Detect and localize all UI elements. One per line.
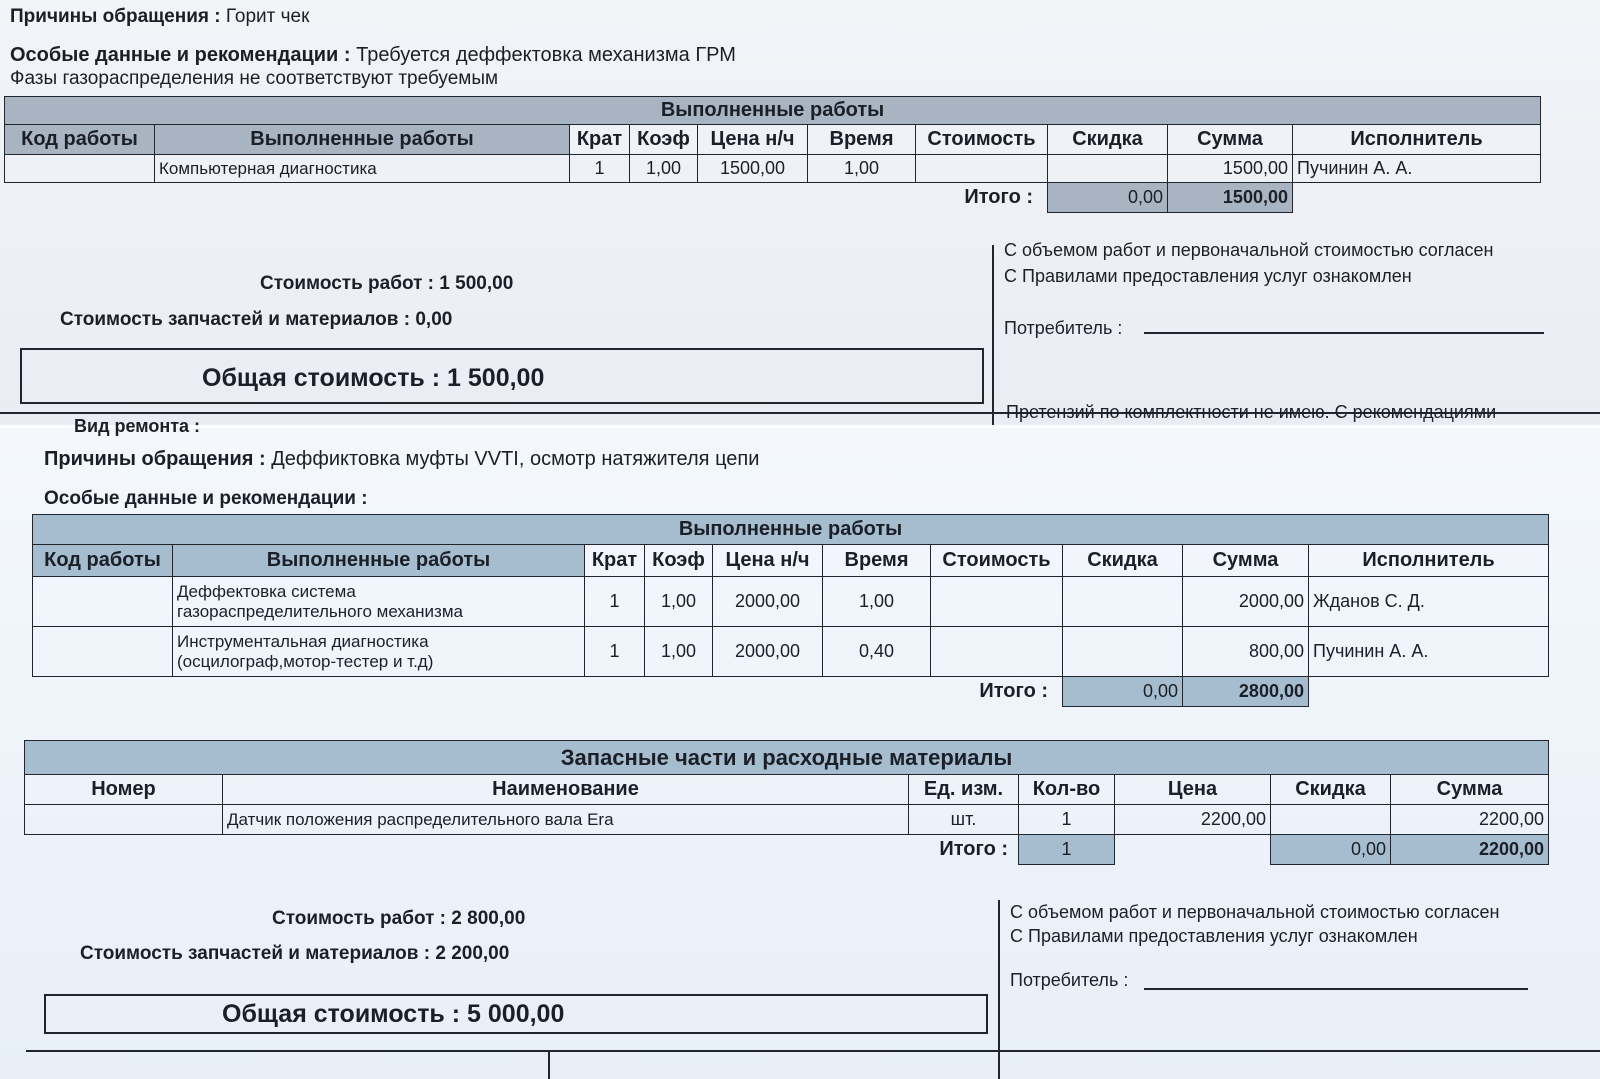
table-row [5,155,1541,183]
total-discount: 0,00 [1048,183,1168,213]
col-time: Время [823,545,931,577]
cell-discount [1048,155,1168,183]
consumer-signature-line [1144,988,1528,990]
grand-total-label: Общая стоимость : [202,364,441,392]
reason-row [10,6,309,28]
work-cost-label: Стоимость работ : [272,908,447,929]
bottom-tick [548,1050,550,1079]
cell-work-name-line1: Деффектовка система [177,581,356,601]
cell-part-discount [1271,805,1391,835]
works-total-sum: 2800,00 [1183,677,1309,707]
cell-koef: 1,00 [645,577,713,627]
cell-krat: 1 [570,155,630,183]
agree-text-2: С Правилами предоставления услуг ознакомлен [1004,266,1412,286]
cell-executor: Жданов С. Д. [1309,577,1549,627]
parts-cost-row [80,943,509,965]
cell-qty: 1 [1019,805,1115,835]
works-title: Выполненные работы [33,515,1549,545]
col-price: Цена н/ч [713,545,823,577]
works-table [32,514,1549,707]
col-executor: Исполнитель [1293,125,1541,155]
works-title: Выполненные работы [5,97,1541,125]
reason-label: Причины обращения : [10,6,221,27]
table-row [33,577,1549,627]
agree-text-1: С объемом работ и первоначальной стоимостью согласен [1010,902,1500,922]
consumer-signature-line [1144,332,1544,334]
total-row [33,677,1549,707]
col-number: Номер [25,775,223,805]
works-total-label: Итого : [979,680,1048,703]
parts-cost-value: 0,00 [415,309,453,330]
cell-price: 2000,00 [713,627,823,677]
cell-part-price: 2200,00 [1115,805,1271,835]
signature-divider [998,900,1000,1079]
cell-code [5,155,155,183]
cell-work-name-line2: газораспределительного механизма [177,601,463,621]
cell-sum: 800,00 [1183,627,1309,677]
cell-time: 1,00 [823,577,931,627]
claims-text: Претензий по комплектности не имею. С рекомендациями [1006,402,1497,422]
work-cost-label: Стоимость работ : [260,273,435,294]
reason-value: Горит чек [225,6,310,27]
parts-title: Запасные части и расходные материалы [25,741,1549,775]
works-table [4,96,1541,213]
cell-price: 1500,00 [698,155,808,183]
col-price: Цена н/ч [698,125,808,155]
work-order-1 [0,0,1600,425]
work-cost-value: 1 500,00 [439,273,514,294]
cell-discount [1063,577,1183,627]
work-order-2 [0,416,1600,1079]
cell-sum: 2000,00 [1183,577,1309,627]
col-part-sum: Сумма [1391,775,1549,805]
grand-total-value: 5 000,00 [467,1000,565,1028]
cell-krat: 1 [585,627,645,677]
cell-part-sum: 2200,00 [1391,805,1549,835]
cell-part-name: Датчик положения распределительного вала Era [223,805,909,835]
col-krat: Крат [570,125,630,155]
parts-total-discount: 0,00 [1271,835,1391,865]
signature-divider [992,245,994,425]
work-cost-row [272,908,525,930]
parts-total-sum: 2200,00 [1391,835,1549,865]
col-part-name: Наименование [223,775,909,805]
parts-table [24,740,1549,865]
cell-krat: 1 [585,577,645,627]
work-cost-value: 2 800,00 [451,908,526,929]
col-koef: Коэф [645,545,713,577]
reason-value: Деффиктовка муфты VVTI, осмотр натяжителя цепи [271,448,760,470]
col-time: Время [808,125,916,155]
consumer-label: Потребитель : [1010,970,1129,990]
cell-work-name-line2: (осцилограф,мотор-тестер и т.д) [177,651,434,671]
cell-code [33,577,173,627]
col-unit: Ед. изм. [909,775,1019,805]
agree-text-1: С объемом работ и первоначальной стоимостью согласен [1004,240,1494,260]
col-koef: Коэф [630,125,698,155]
total-row [5,183,1541,213]
bottom-rule [26,1050,1600,1052]
col-sum: Сумма [1168,125,1293,155]
parts-cost-row [60,309,452,331]
grand-total-label: Общая стоимость : [222,1000,461,1028]
total-label: Итого : [964,186,1033,209]
cell-cost [931,627,1063,677]
col-qty: Кол-во [1019,775,1115,805]
cell-work-name [173,577,585,627]
grand-total-value: 1 500,00 [447,364,545,392]
total-sum: 1500,00 [1168,183,1293,213]
cell-sum: 1500,00 [1168,155,1293,183]
col-cost: Стоимость [916,125,1048,155]
cell-number [25,805,223,835]
parts-total-qty: 1 [1019,835,1115,865]
cell-time: 1,00 [808,155,916,183]
special-row [10,44,736,67]
cell-cost [931,577,1063,627]
reason-row [44,448,759,471]
col-part-discount: Скидка [1271,775,1391,805]
table-row [25,805,1549,835]
parts-cost-label: Стоимость запчастей и материалов : [80,943,431,964]
cell-price: 2000,00 [713,577,823,627]
col-code: Код работы [5,125,155,155]
table-row [33,627,1549,677]
reason-label: Причины обращения : [44,448,266,470]
cell-cost [916,155,1048,183]
cell-time: 0,40 [823,627,931,677]
total-row [25,835,1549,865]
special-label: Особые данные и рекомендации : [10,44,351,66]
grand-total-box [44,994,988,1034]
cell-work-name-line1: Инструментальная диагностика [177,631,429,651]
grand-total-box [20,348,984,404]
repair-type-label: Вид ремонта : [74,416,201,436]
cell-discount [1063,627,1183,677]
cell-code [33,627,173,677]
cell-executor: Пучинин А. А. [1293,155,1541,183]
parts-cost-value: 2 200,00 [435,943,510,964]
col-works: Выполненные работы [155,125,570,155]
col-works: Выполненные работы [173,545,585,577]
parts-cost-label: Стоимость запчастей и материалов : [60,309,411,330]
parts-total-label: Итого : [939,838,1008,861]
col-code: Код работы [33,545,173,577]
special-label: Особые данные и рекомендации : [44,488,368,509]
col-executor: Исполнитель [1309,545,1549,577]
consumer-label: Потребитель : [1004,318,1123,338]
col-sum: Сумма [1183,545,1309,577]
cell-work-name: Компьютерная диагностика [155,155,570,183]
work-cost-row [260,273,513,295]
col-discount: Скидка [1048,125,1168,155]
col-part-price: Цена [1115,775,1271,805]
col-krat: Крат [585,545,645,577]
cell-koef: 1,00 [630,155,698,183]
col-cost: Стоимость [931,545,1063,577]
special-line2: Фазы газораспределения не соответствуют требуемым [10,68,499,89]
agree-text-2: С Правилами предоставления услуг ознакомлен [1010,926,1418,946]
works-total-discount: 0,00 [1063,677,1183,707]
cell-koef: 1,00 [645,627,713,677]
col-discount: Скидка [1063,545,1183,577]
cell-work-name [173,627,585,677]
special-value: Требуется деффектовка механизма ГРМ [356,44,736,66]
cell-executor: Пучинин А. А. [1309,627,1549,677]
cell-unit: шт. [909,805,1019,835]
